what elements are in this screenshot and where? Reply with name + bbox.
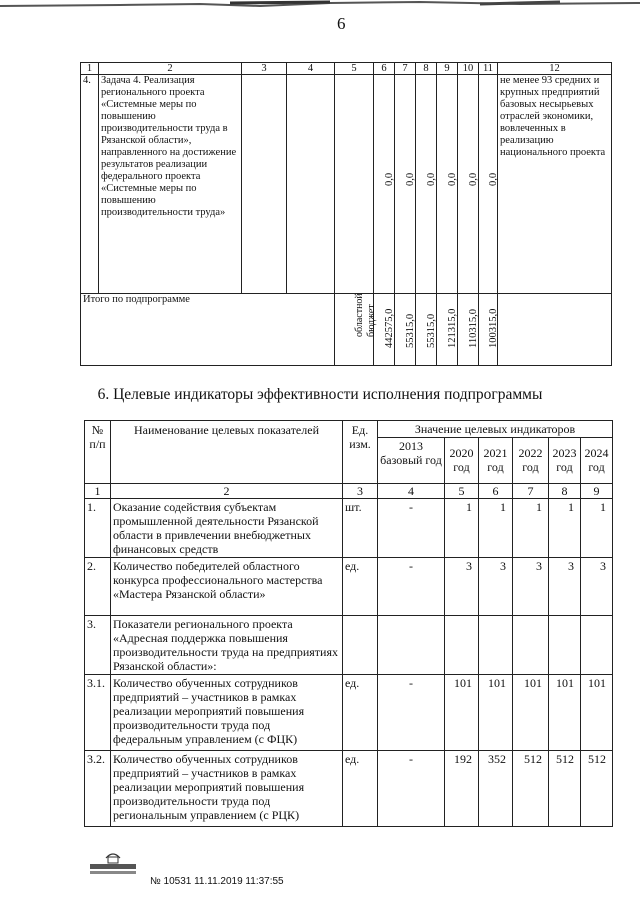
header-num: № п/п — [85, 421, 111, 484]
header-year: 2023 год — [549, 438, 581, 484]
total-value: 121315,0 — [447, 308, 458, 348]
header-base-year: 2013 базовый год — [378, 438, 445, 484]
total-value: 100315,0 — [488, 308, 499, 348]
financing-table-header-row: 1 2 3 4 5 6 7 8 9 10 11 12 — [81, 63, 612, 75]
registration-stamp-icon — [86, 848, 140, 878]
indicators-header-row — [85, 421, 613, 438]
table-row: 3.1. Количество обученных сотрудников предприятий – участников в рамках реализации мероприятий повышения производительности труда под федеральным управлением (с ФЦК) ед. - 101 101 101 101 101 — [85, 675, 613, 751]
total-value: 442575,0 — [384, 308, 395, 348]
section-title: 6. Целевые индикаторы эффективности исполнения подпрограммы — [97, 386, 543, 403]
total-value: 55315,0 — [405, 313, 416, 348]
task-value: 0,0 — [468, 172, 479, 186]
task-indicator: не менее 93 средних и крупных предприятий базовых несырьевых отраслей экономики, вовлеченных в реализацию национального проекта — [498, 75, 612, 294]
task-name: Задача 4. Реализация регионального проекта «Системные меры по повышению производительности труда в Рязанской области», направленного на достижение результатов реализации федерального проекта «Системные меры по повышению производительности труда» — [99, 75, 242, 294]
table-row: 3.2. Количество обученных сотрудников предприятий – участников в рамках реализации мероприятий повышения производительности труда под региональным управлением (с РЦК) ед. - 192 352 512 512 512 — [85, 751, 613, 827]
table-row: 2. Количество победителей областного конкурса профессионального мастерства «Мастера Рязанской области» ед. - 3 3 3 3 3 — [85, 558, 613, 616]
total-label: Итого по подпрограмме — [81, 294, 335, 366]
registration-footer: № 10531 11.11.2019 11:37:55 — [150, 876, 284, 887]
table-row: 3. Показатели регионального проекта «Адресная поддержка повышения производительности труда на предприятиях Рязанской области»: — [85, 616, 613, 675]
header-year: 2024 год — [581, 438, 613, 484]
indicators-table — [84, 420, 613, 827]
header-year: 2020 год — [445, 438, 479, 484]
task-value: 0,0 — [447, 172, 458, 186]
total-row — [81, 294, 612, 366]
task-value: 0,0 — [426, 172, 437, 186]
total-value: 110315,0 — [468, 309, 479, 348]
total-value: 55315,0 — [426, 313, 437, 348]
task-value: 0,0 — [384, 172, 395, 186]
scan-edge-artifact — [0, 0, 640, 9]
column-number-row: 1 2 3 4 5 6 7 8 9 — [85, 484, 613, 499]
task-value: 0,0 — [405, 172, 416, 186]
table-row: 1. Оказание содействия субъектам промышленной деятельности Рязанской области в привлечении внебюджетных финансовых средств шт. - 1 1 1 1 1 — [85, 499, 613, 558]
task-4-row — [81, 75, 612, 294]
page-number: 6 — [337, 14, 346, 33]
header-group: Значение целевых индикаторов — [378, 421, 613, 438]
task-number: 4. — [81, 75, 99, 294]
task-value: 0,0 — [488, 172, 499, 186]
header-year: 2022 год — [513, 438, 549, 484]
budget-source: областной бюджет — [354, 293, 377, 337]
header-year: 2021 год — [479, 438, 513, 484]
header-name: Наименование целевых показателей — [111, 421, 343, 484]
header-unit: Ед. изм. — [343, 421, 378, 484]
financing-table — [80, 62, 612, 366]
